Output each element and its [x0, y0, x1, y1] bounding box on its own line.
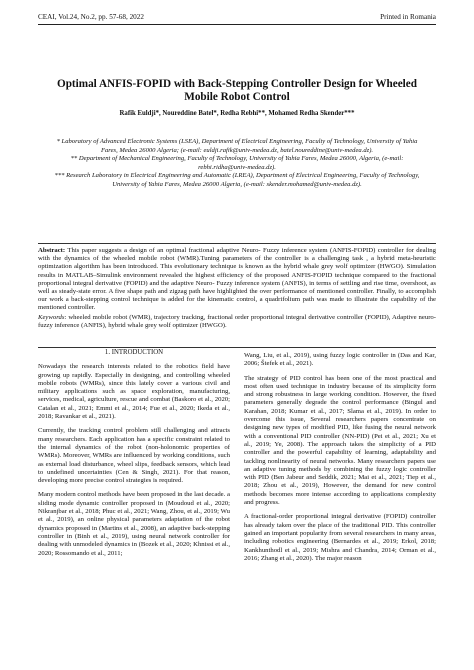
paragraph: Wang, Liu, et al., 2019), using fuzzy logic controller in (Das and Kar, 2006; Štefek et al., 2021).	[244, 352, 436, 368]
section-heading-introduction: 1. INTRODUCTION	[104, 349, 164, 356]
journal-citation: CEAI, Vol.24, No.2, pp. 57-68, 2022	[38, 13, 144, 21]
affiliation-1: * Laboratory of Advanced Electronic Systems (LSEA), Department of Electrical Engineering, Faculty of Technology, University of Yahia Fares, Medea 26000 Algeria; (e-mail: euldji.rafik@univ-medea.dz, batel.noureddine@univ-medea.dz).	[56, 138, 418, 154]
right-column	[244, 352, 436, 569]
header-rule	[38, 24, 436, 25]
abstract	[38, 247, 436, 313]
affiliation-2: ** Department of Mechanical Engineering, Faculty of Technology, University of Yahia Fares, Medea 26000, Algeria, (e-mail: rebhi.ridha@univ-medea.dz).	[70, 155, 404, 171]
affiliation-3: *** Research Laboratory in Electrical Engineering and Automatic (LREA), Department of Electrical Engineering, Faculty of Technology, University of Yahia Fares, Medea 26000 Algeria, (e-mail: skender.mohamed@univ-medea.dz).	[54, 172, 420, 188]
abstract-label: Abstract:	[38, 247, 66, 254]
affiliations	[52, 138, 422, 190]
keywords-text: : wheeled mobile robot (WMR), trajectory tracking, fractional order proportional integral derivative controller (FOPID), Adaptive neuro-fuzzy inference (ANFIS), hybrid whale grey wolf optimizer (HWGO).	[38, 313, 436, 329]
author-list: Rafik Euldji*, Noureddine Batel*, Redha Rebhi**, Mohamed Redha Skender***	[119, 110, 355, 117]
keywords-label: Keywords	[38, 313, 65, 321]
paper-title: Optimal ANFIS-FOPID with Back-Stepping Controller Design for Wheeled Mobile Robot Control	[57, 78, 417, 103]
printed-note: Printed in Romania	[380, 13, 436, 21]
keywords	[38, 314, 436, 330]
paragraph: A fractional-order proportional integral derivative (FOPID) controller has already taken over the place of the traditional PID. This controller gained an important popularity from several researchers in many areas, including robotics engineering (Bernardes et al., 2019; Erkol, 2018; Kankhunthodl et al., 2019; Mishra and Chandra, 2014; Orman et al., 2016; Zhang et al., 2020). The major reason	[244, 513, 436, 562]
left-column	[38, 349, 230, 564]
abstract-box	[38, 243, 436, 348]
paragraph: The strategy of PID control has been one of the most practical and most often used technique in industry because of its simplicity form and strong robustness in large working condition. However, the fixed parameters generally degrade the control performance (Bingul and Karahan, 2018; Kumar et al., 2017; Slama et al., 2019). In order to overcome this issue, Several researchers papers concentrate on designing new types of modified PID, like fusing the neural network with a conventional PID controller (NN-PID) (Pei et al., 2021; Xu et al., 2019; Ye, 2008). The approach takes the simplicity of a PID controller and the powerful capability of learning, adaptability and tackling nonlinearity of neural networks. Many researchers papers use an adaptive tuning methods by combining the fuzzy logic controller with PID (Ben Jabeur and Seddik, 2021; Mai et al., 2021; Tiep et al., 2018; Zhou et al., 2019), However, the demand for new control methods becomes more intense according to applications complexity and progress.	[244, 374, 436, 507]
abstract-text: This paper suggests a design of an optimal fractional adaptive Neuro- Fuzzy inference system (ANFIS-FOPID) controller for dealing with the dynamics of the wheeled mobile robot (WMR).Tuning parameters of the controller is a challenging task , a hybrid meta-heuristic optimization algorithm has been introduced. This evolutionary technique is known as the hybrid whale grey wolf optimizer (HWGO). Simulation results in MATLAB–Simulink environment revealed the highest efficiency of the proposed ANFIS-FOPID technique compared to the fractional proportional integral derivative (FOPID) and the adaptive Neuro- Fuzzy inference system (ANFIS), in terms of settling and rise time, overshoot, as well as steady-state error. A five shape path and zigzag path have highlighted the over performance of mentioned controller. Finally, to accomplish our work a back-stepping control technique is added for the kinematic control, a quadrifolium path was made to illustrate the capability of the mentioned controller.	[38, 247, 436, 312]
paragraph: Many modern control methods have been proposed in the last decade. a sliding mode dynamic controller proposed in (Moudoud et al., 2020; Nikranjbar et al., 2018; Phuc et al., 2021; Wang, Zhou, et al., 2019; Wu et al., 2019), an online physical parameters adaptation of the robot dynamics proposed in (Martins et al., 2008), an adaptive back-stepping controller in (Binh et al., 2019), using neural network controller for dealing with unmodeled dynamics in (Bozek et al., 2020; Khnissi et al., 2020; Rossomando et al., 2011;	[38, 491, 230, 557]
paragraph: Currently, the tracking control problem still challenging and attracts many researchers. Each application has a specific constraint related to the internal dynamics of the robot (non-holonomic properties of WMRs). Moreover, WMRs are influenced by working conditions, such as external load disturbance, wheel slips, feedback sensors, which lead to undefined uncertainties (Cen & Singh, 2021). For that reason, developing more precise control strategies is required.	[38, 427, 230, 485]
paragraph: Nowadays the research interests related to the robotics field have growing up rapidly. Especially in designing, and controlling wheeled mobile robots (WMRs), since this lately cover a various civil and military applications such as space exploration, manufacturing, services, medical, agriculture, rescue and combat (Baskoro et al., 2020; Catalan et al., 2021; Emmi et al., 2014; Fue et al., 2020; Ikeda et al., 2018; Ravankar et al., 2021).	[38, 363, 230, 421]
